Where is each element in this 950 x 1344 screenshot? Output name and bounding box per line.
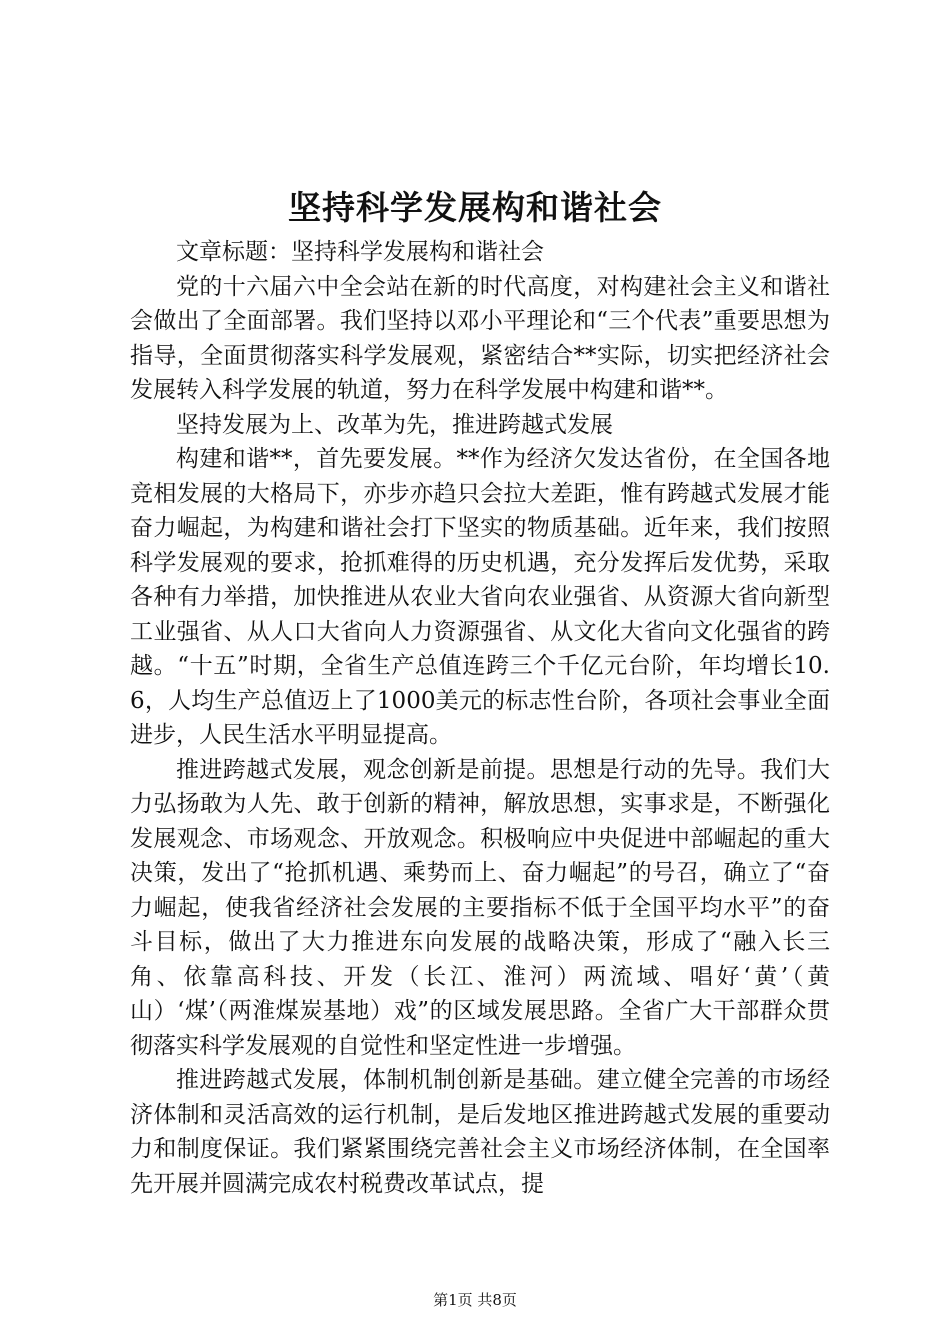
paragraph-system-innovation: 推进跨越式发展，体制机制创新是基础。建立健全完善的市场经济体制和灵活高效的运行机制，是后发地区推进跨越式发展的重要动力和制度保证。我们紧紧围绕完善社会主义市场经济体制，在全国率先开展并圆满完成农村税费改革试点，提 (130, 1067, 830, 1197)
paragraph-intro: 党的十六届六中全会站在新的时代高度，对构建社会主义和谐社会做出了全面部署。我们坚持以邓小平理论和“三个代表”重要思想为指导，全面贯彻落实科学发展观，紧密结合**实际，切实把经济社会发展转入科学发展的轨道，努力在科学发展中构建和谐**。 (130, 273, 830, 403)
document-title: 坚持科学发展构和谐社会 (288, 188, 662, 227)
document-body (130, 235, 830, 1201)
section-heading: 坚持发展为上、改革为先，推进跨越式发展 (176, 411, 613, 438)
paragraph-development: 构建和谐**，首先要发展。**作为经济欠发达省份，在全国各地竞相发展的大格局下，亦步亦趋只会拉大差距，惟有跨越式发展才能奋力崛起，为构建和谐社会打下坚实的物质基础。近年来，我们按照科学发展观的要求，抢抓难得的历史机遇，充分发挥后发优势，采取各种有力举措，加快推进从农业大省向农业强省、从资源大省向新型工业强省、从人口大省向人力资源强省、从文化大省向文化强省的跨越。“十五”时期，全省生产总值连跨三个千亿元台阶，年均增长10.6，人均生产总值迈上了1000美元的标志性台阶，各项社会事业全面进步，人民生活水平明显提高。 (130, 446, 830, 748)
page-footer: 第1页 共8页 (433, 1291, 517, 1309)
paragraph-concept-innovation: 推进跨越式发展，观念创新是前提。思想是行动的先导。我们大力弘扬敢为人先、敢于创新的精神，解放思想，实事求是，不断强化发展观念、市场观念、开放观念。积极响应中央促进中部崛起的重大决策，发出了“抢抓机遇、乘势而上、奋力崛起”的号召，确立了“奋力崛起，使我省经济社会发展的主要指标不低于全国平均水平”的奋斗目标，做出了大力推进东向发展的战略决策，形成了“融入长三角、依靠高科技、开发（长江、淮河）两流域、唱好‘黄’（黄山）‘煤’（两淮煤炭基地）戏”的区域发展思路。全省广大干部群众贯彻落实科学发展观的自觉性和坚定性进一步增强。 (130, 756, 830, 1059)
paragraph-article-title: 文章标题：坚持科学发展构和谐社会 (176, 239, 544, 265)
